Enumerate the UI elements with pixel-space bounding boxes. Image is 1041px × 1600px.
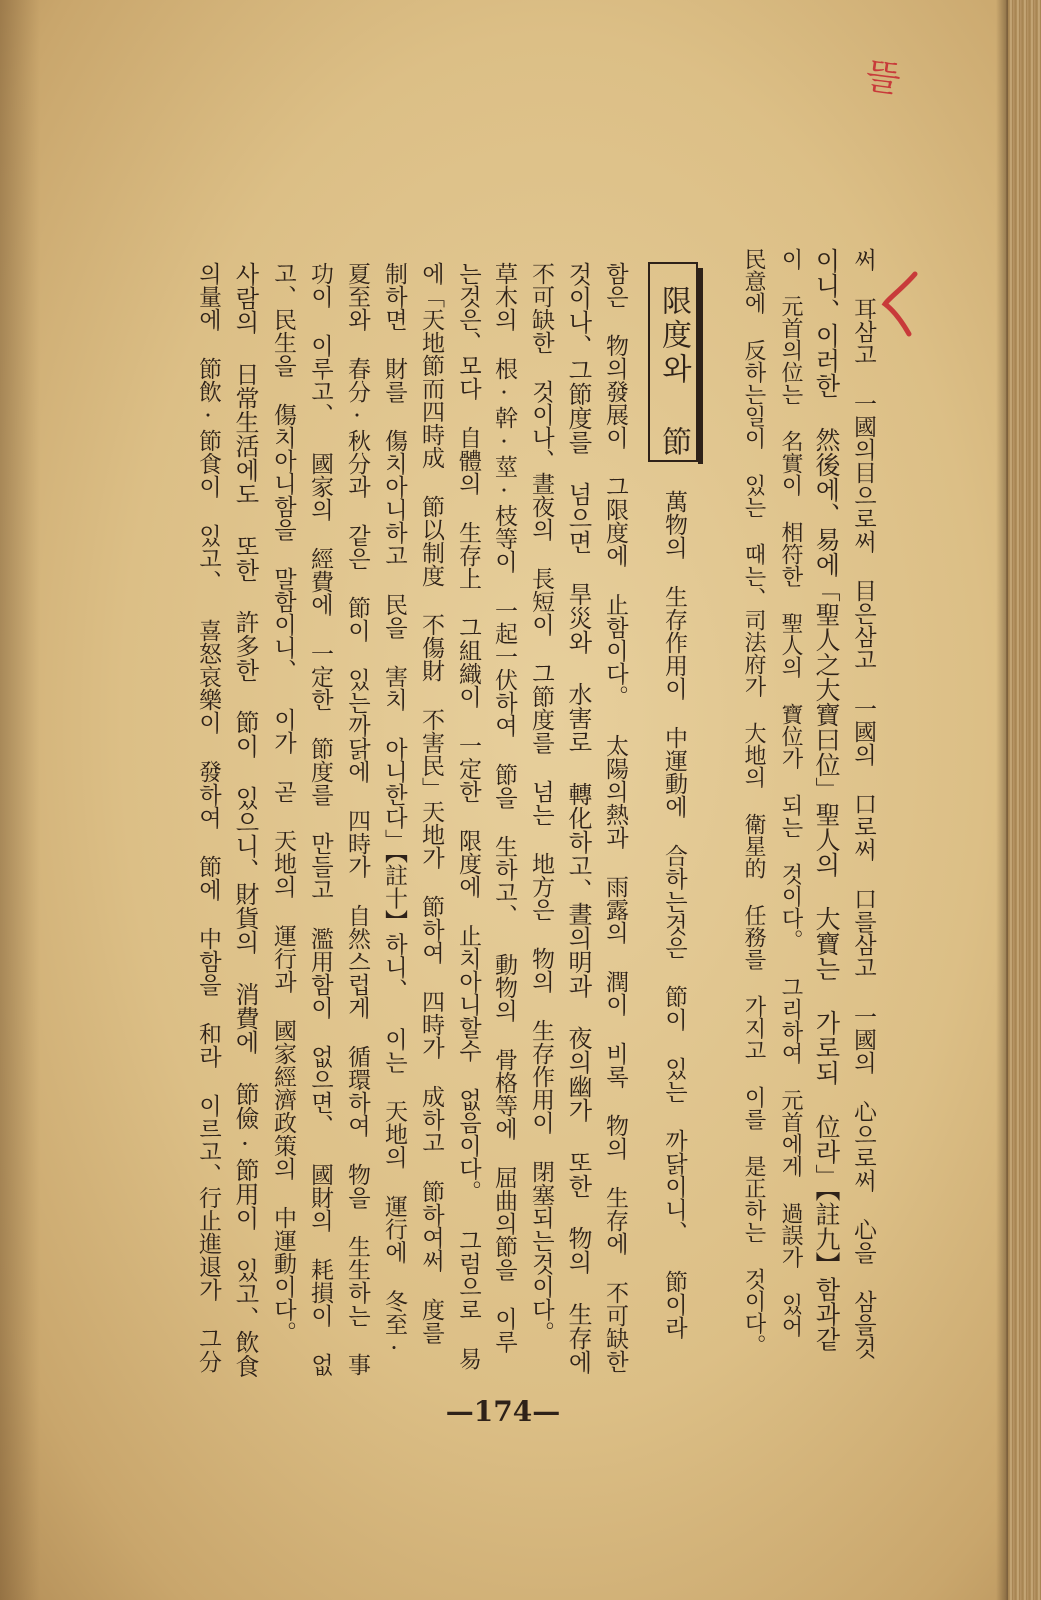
- text-column-2: 이니、이러한 然後에、易에「聖人之大寶曰位」聖人의 大寶는 가로되 位라」【註九】함과같: [812, 248, 841, 1352]
- text-column-14: 功이 이루고、 國家의 經費에 一定한 節度를 만들고 濫用함이 없으면、 國財의 耗損이 없: [307, 262, 333, 1376]
- text-column-9: 草木의 根·幹·莖·枝等이 一起一伏하여 節을 生하고、 動物의 骨格等에 屈曲의節을 이루: [491, 262, 517, 1353]
- handwritten-note: 뜰: [862, 55, 904, 102]
- text-column-11: 에「天地節而四時成 節以制度 不傷財 不害民」天地가 節하여 四時가 成하고 節하여써 度를: [418, 262, 444, 1344]
- book-page-edges: [1006, 0, 1041, 1600]
- page-number: —174—: [445, 1395, 561, 1428]
- text-column-6: 함은 物의發展이 그限度에 止함이다。 太陽의熱과 雨露의 潤이 비록 物의 生存에 不可缺한: [602, 262, 628, 1373]
- text-column-15: 고、民生을 傷치아니함을 말함이니、 이가 곧 天地의 運行과 國家經濟政策의 中運動이다。: [270, 262, 296, 1344]
- text-column-12: 制하면 財를 傷치아니하고 民을 害치 아니한다」【註十】하니、 이는 天地의 運行에 冬至·: [381, 262, 407, 1362]
- text-column-13: 夏至와 春分·秋分과 같은 節이 있는까닭에 四時가 自然스럽게 循環하여 物을 生生하는 事: [344, 262, 370, 1376]
- text-column-5: 萬物의 生存作用이 中運動에 合하는것은 節이 있는 까닭이니、 節이라: [661, 490, 687, 1339]
- text-column-7: 것이나、그節度를 넘으면 旱災와 水害로 轉化하고、晝의明과 夜의幽가 또한 物의 生存에: [564, 262, 592, 1374]
- text-column-8: 不可缺한 것이나、晝夜의 長短이 그節度를 넘는 地方은 物의 生存作用이 閉塞되는것이다。: [528, 262, 554, 1344]
- text-column-10: 는것은、모다 自體의 生存上 그組織이 一定한 限度에 止치아니할수 없음이다。 그럼으로 易: [455, 262, 481, 1370]
- text-column-3: 이 元首의位는 名實이 相符한 聖人의 寶位가 되는 것이다。 그리하여 元首에게 過誤가 있어: [778, 248, 803, 1337]
- section-heading: 限度와 節: [656, 285, 691, 460]
- page-edge-shadow: [996, 0, 1008, 1600]
- text-column-4: 民意에 反하는일이 있는 때는、司法府가 大地의 衛星的 任務를 가지고 이를 是正하는 것이다。: [741, 248, 766, 1356]
- text-column-1: 써 耳삼고 一國의目으로써 目은삼고 一國의 口로써 口를삼고 一國의 心으로써 心을 삼을것: [850, 248, 876, 1359]
- text-column-17: 의量에 節飲·節食이 있고、 喜怒哀樂이 發하여 節에 中함을 和라 이르고、行止進退가 그分: [195, 262, 221, 1373]
- red-check-mark: [875, 270, 925, 340]
- text-column-16: 사람의 日常生活에도 또한 許多한 節이 있으니、財貨의 消費에 節儉·節用이 있고、飲食: [231, 262, 259, 1378]
